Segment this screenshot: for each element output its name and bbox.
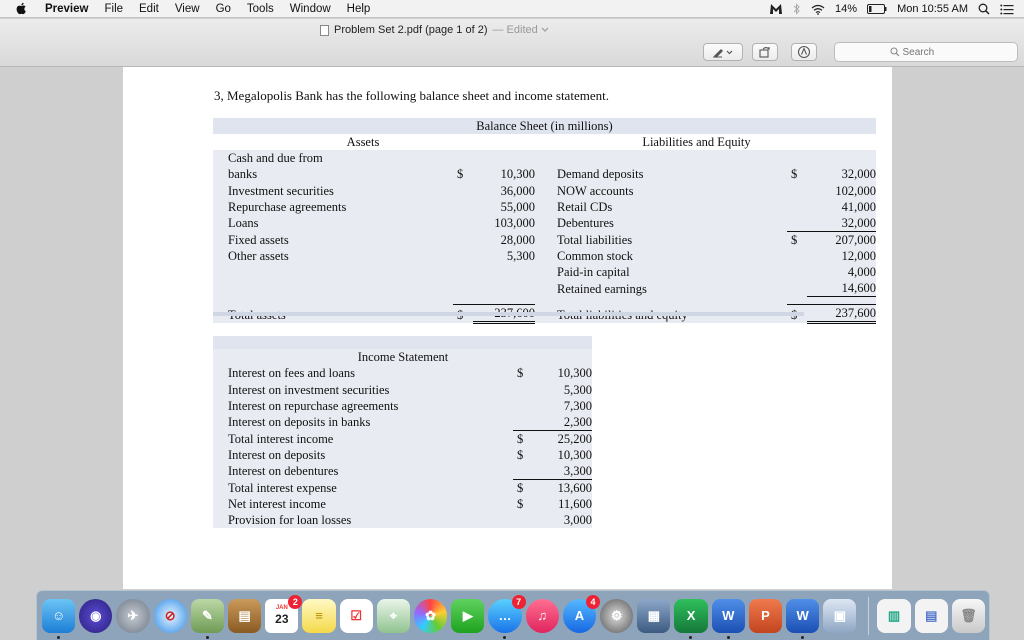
income-currency: $ xyxy=(517,431,524,446)
liability-label: Debentures xyxy=(557,216,614,231)
asset-label: Investment securities xyxy=(228,183,334,198)
liability-currency xyxy=(787,199,807,215)
apple-icon[interactable] xyxy=(15,2,27,15)
calendar-day: 23 xyxy=(275,612,289,626)
income-statement-row xyxy=(213,463,592,480)
balance-sheet-rows xyxy=(213,150,876,296)
income-label: Interest on debentures xyxy=(228,464,339,479)
notification-center-icon[interactable] xyxy=(1000,4,1014,15)
system-preferences-icon[interactable]: ⚙ xyxy=(600,599,633,633)
asset-value: 5,300 xyxy=(506,248,535,263)
photos-icon[interactable]: ✿ xyxy=(414,599,447,633)
income-value: 13,600 xyxy=(557,480,592,495)
problem-statement: 3, Megalopolis Bank has the following balance sheet and income statement. xyxy=(214,88,609,103)
liability-currency xyxy=(787,182,807,198)
liability-label: Common stock xyxy=(557,248,634,263)
asset-currency xyxy=(453,199,473,215)
balance-sheet-row xyxy=(213,150,876,182)
menu-window[interactable]: Window xyxy=(289,2,331,15)
asset-currency xyxy=(453,215,473,232)
income-value: 3,000 xyxy=(563,513,592,528)
liability-currency xyxy=(787,248,807,264)
income-value: 25,200 xyxy=(557,431,592,446)
preview-icon[interactable]: ✎ xyxy=(191,599,224,633)
asset-label: Fixed assets xyxy=(228,232,289,247)
liability-value: 14,600 xyxy=(807,280,876,297)
notes-icon[interactable]: ≡ xyxy=(302,599,335,633)
launchpad-icon[interactable]: ✈ xyxy=(116,599,149,633)
income-currency: $ xyxy=(517,497,524,512)
income-currency: $ xyxy=(517,480,524,495)
income-currency xyxy=(513,381,533,397)
downloads-stack-icon[interactable]: ▥ xyxy=(877,599,910,633)
markup-pen-button[interactable] xyxy=(703,43,743,61)
liability-currency: $ xyxy=(791,232,798,247)
document-title-text: Problem Set 2.pdf (page 1 of 2) xyxy=(334,24,488,36)
trash-icon[interactable]: 🗑 xyxy=(952,599,985,633)
calendar-month: JAN xyxy=(275,605,288,611)
balance-sheet-row xyxy=(213,264,876,280)
finder-icon[interactable]: ☺ xyxy=(42,599,75,633)
liability-currency xyxy=(787,264,807,280)
liability-label: Total liabilities xyxy=(557,232,633,247)
liability-value: 41,000 xyxy=(841,199,876,214)
excel-icon[interactable]: X xyxy=(674,599,707,633)
income-value: 7,300 xyxy=(563,398,592,413)
markup-icon xyxy=(797,45,811,59)
income-statement-row xyxy=(213,512,592,528)
documents-stack-icon[interactable]: ▤ xyxy=(915,599,948,633)
menu-go[interactable]: Go xyxy=(215,2,231,15)
calendar-icon[interactable] xyxy=(265,596,298,633)
siri-icon[interactable]: ◉ xyxy=(79,599,112,633)
pdf-page xyxy=(123,67,892,589)
dock-separator xyxy=(868,597,869,635)
income-value: 11,600 xyxy=(558,497,592,512)
income-label: Interest on deposits in banks xyxy=(228,415,371,430)
income-currency xyxy=(513,463,533,480)
pdf-document-icon xyxy=(320,25,329,36)
liability-value: 207,000 xyxy=(835,232,876,247)
income-statement-row xyxy=(213,447,592,463)
income-label: Provision for loan losses xyxy=(228,513,352,528)
search-field[interactable] xyxy=(834,42,1018,62)
asset-value: 55,000 xyxy=(500,199,535,214)
menu-edit[interactable]: Edit xyxy=(139,2,159,15)
dock xyxy=(36,590,990,640)
chevron-down-icon[interactable] xyxy=(541,27,549,33)
word-document-icon[interactable]: W xyxy=(786,599,819,633)
asset-currency xyxy=(453,231,473,248)
liability-value: 102,000 xyxy=(835,183,876,198)
search-icon xyxy=(890,47,900,57)
income-label: Total interest income xyxy=(228,431,334,446)
liability-currency xyxy=(787,280,807,297)
income-label: Total interest expense xyxy=(228,480,337,495)
liability-label: Retained earnings xyxy=(557,281,647,296)
liability-label: Demand deposits xyxy=(557,167,644,182)
asset-value: 36,000 xyxy=(500,183,535,198)
income-statement-row xyxy=(213,398,592,414)
reminders-icon[interactable]: ☑ xyxy=(340,599,373,633)
window-toolbar xyxy=(0,19,1024,67)
asset-currency xyxy=(453,280,473,297)
income-statement-title-row xyxy=(213,349,592,365)
income-value: 10,300 xyxy=(557,447,592,462)
income-value: 10,300 xyxy=(557,366,592,381)
battery-icon[interactable] xyxy=(867,4,887,14)
income-label: Interest on investment securities xyxy=(228,382,390,397)
total-liabilities-equity-value: 237,600 xyxy=(807,305,876,323)
clock[interactable]: Mon 10:55 AM xyxy=(897,3,968,15)
asset-label: Repurchase agreements xyxy=(228,199,347,214)
liability-label: Paid-in capital xyxy=(557,265,630,280)
income-currency xyxy=(513,414,533,431)
income-currency: $ xyxy=(517,447,524,462)
income-value: 2,300 xyxy=(533,414,592,431)
balance-sheet-row xyxy=(213,248,876,264)
messages-badge: 7 xyxy=(512,595,526,609)
income-statement-row xyxy=(213,414,592,431)
document-viewer[interactable] xyxy=(0,67,1024,589)
income-label: Interest on fees and loans xyxy=(228,366,356,381)
balance-sheet-row xyxy=(213,199,876,215)
asset-label: Cash and due from banks xyxy=(228,151,323,182)
income-statement-rows xyxy=(213,365,592,528)
liability-value: 32,000 xyxy=(807,215,876,232)
liability-label: Retail CDs xyxy=(557,199,613,214)
asset-label xyxy=(213,280,348,297)
income-currency xyxy=(513,398,533,414)
asset-value xyxy=(473,264,535,280)
income-label: Interest on deposits xyxy=(228,447,326,462)
income-label: Interest on repurchase agreements xyxy=(228,398,399,413)
balance-sheet-row xyxy=(213,182,876,198)
income-label: Net interest income xyxy=(228,497,326,512)
word-icon[interactable]: W xyxy=(712,599,745,633)
income-value: 5,300 xyxy=(563,382,592,397)
menu-file[interactable]: File xyxy=(104,2,124,15)
income-statement xyxy=(213,336,592,528)
pen-icon xyxy=(712,46,734,58)
bluetooth-icon[interactable] xyxy=(793,3,801,15)
powerpoint-icon[interactable]: P xyxy=(749,599,782,633)
calculator-icon[interactable]: ▦ xyxy=(637,599,670,633)
income-value: 3,300 xyxy=(533,463,592,480)
document-title[interactable] xyxy=(320,24,549,36)
rotate-icon xyxy=(758,45,772,59)
liability-value: 4,000 xyxy=(847,265,876,280)
income-statement-row xyxy=(213,479,592,496)
balance-sheet-row xyxy=(213,280,876,297)
balance-sheet-title: Balance Sheet (in millions) xyxy=(476,119,613,134)
asset-currency: $ xyxy=(457,167,464,182)
menu-tools[interactable]: Tools xyxy=(246,2,274,15)
asset-currency xyxy=(453,182,473,198)
menu-view[interactable]: View xyxy=(174,2,200,15)
wifi-icon[interactable] xyxy=(811,4,825,15)
music-icon[interactable]: ♫ xyxy=(526,599,559,633)
asset-label: Loans xyxy=(228,216,259,231)
menu-bar xyxy=(0,0,1024,18)
income-statement-row xyxy=(213,381,592,397)
malwarebytes-icon[interactable] xyxy=(769,3,783,15)
asset-value xyxy=(473,280,535,297)
menu-help[interactable]: Help xyxy=(346,2,371,15)
balance-sheet-header-row xyxy=(213,134,876,150)
app-store-icon[interactable]: A 4 xyxy=(563,599,596,633)
balance-sheet-row xyxy=(213,231,876,248)
asset-value: 10,300 xyxy=(500,167,535,182)
facetime-icon[interactable]: ▶ xyxy=(451,599,484,633)
asset-label: Other assets xyxy=(228,248,289,263)
income-statement-row xyxy=(213,365,592,381)
liability-value: 12,000 xyxy=(841,248,876,263)
liability-currency xyxy=(787,215,807,232)
asset-currency xyxy=(453,248,473,264)
calendar-badge: 2 xyxy=(288,595,302,609)
balance-sheet xyxy=(213,118,876,324)
asset-value: 103,000 xyxy=(494,216,535,231)
income-currency: $ xyxy=(517,366,524,381)
markup-toolbar-button[interactable] xyxy=(791,43,817,61)
maps-icon[interactable]: ⌖ xyxy=(377,599,410,633)
liabilities-header: Liabilities and Equity xyxy=(642,135,751,150)
liability-label: NOW accounts xyxy=(557,183,634,198)
spotlight-icon[interactable] xyxy=(978,3,990,15)
menu-app-name[interactable]: Preview xyxy=(45,2,89,15)
asset-label xyxy=(213,264,348,280)
income-statement-row xyxy=(213,430,592,447)
income-statement-row xyxy=(213,496,592,512)
liability-currency: $ xyxy=(791,167,798,182)
asset-value: 28,000 xyxy=(500,232,535,247)
balance-sheet-row xyxy=(213,215,876,232)
income-currency xyxy=(513,512,533,528)
balance-sheet-divider xyxy=(213,312,804,316)
contacts-icon[interactable]: ▤ xyxy=(228,599,261,633)
safari-icon[interactable]: ⊘ xyxy=(154,599,187,633)
search-input[interactable] xyxy=(903,47,963,58)
balance-sheet-title-row xyxy=(213,118,876,134)
battery-percent: 14% xyxy=(835,3,858,15)
rotate-button[interactable] xyxy=(752,43,778,61)
asset-currency xyxy=(453,264,473,280)
assets-header: Assets xyxy=(346,135,380,150)
image-capture-icon[interactable]: ▣ xyxy=(823,599,856,633)
app-store-badge: 4 xyxy=(586,595,600,609)
liability-value: 32,000 xyxy=(841,167,876,182)
edited-label: — Edited xyxy=(492,24,538,36)
income-statement-title: Income Statement xyxy=(357,350,449,365)
messages-icon[interactable]: … 7 xyxy=(488,599,521,633)
